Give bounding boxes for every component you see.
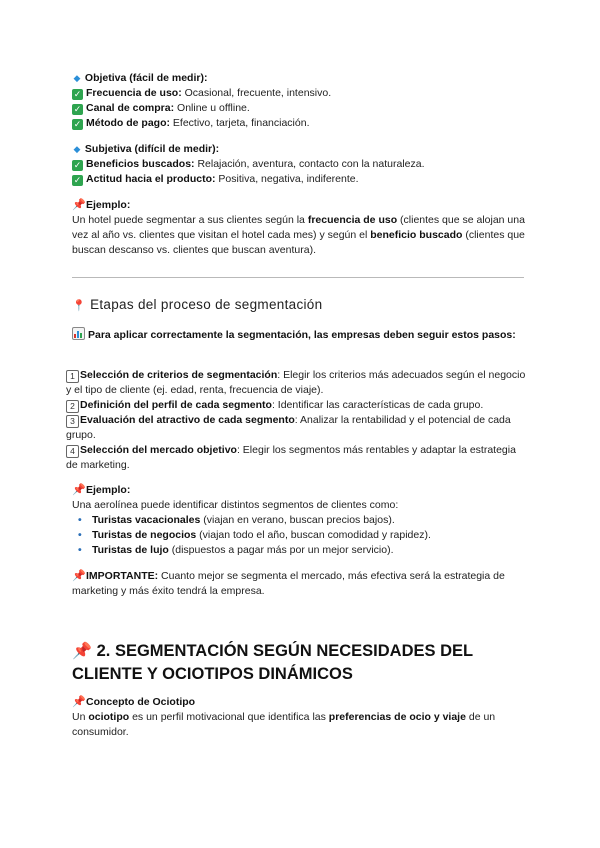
text: es un perfil motivacional que identifica las: [129, 711, 329, 723]
step-label: Selección del mercado objetivo: [80, 444, 237, 456]
ejemplo-hotel: [72, 198, 528, 258]
text: (clientes que se alojan una vez al año vs. clientes que visitan el hotel cada mes) y según el: [72, 214, 525, 241]
check-mark-icon: ✓: [73, 104, 82, 114]
item-label: Método de pago:: [86, 117, 170, 129]
item-label: Beneficios buscados:: [86, 158, 195, 170]
segment-label: Turistas de negocios: [92, 529, 197, 541]
segment-label: Turistas vacacionales: [92, 514, 201, 526]
etapas-steps: [66, 368, 528, 473]
etapas-intro: [72, 327, 528, 343]
list-item: [72, 528, 528, 543]
step-text: : Elegir los criterios más adecuados según el negocio y el tipo de cliente (ej. edad, renta, frecuencia de viaje).: [66, 369, 526, 396]
objetiva-heading-line: [72, 71, 528, 86]
ejemplo-heading: Ejemplo:: [86, 484, 131, 496]
concept-heading: Concepto de Ociotipo: [86, 696, 196, 708]
etapas-intro-text: Para aplicar correctamente la segmentación, las empresas deben seguir estos pasos:: [88, 329, 516, 341]
pushpin-icon: 📌: [72, 199, 86, 211]
step-text: : Elegir los segmentos más rentables y adaptar la estrategia de marketing.: [66, 444, 516, 471]
segment-list: [72, 513, 528, 558]
text: Un hotel puede segmentar a sus clientes según la: [72, 214, 308, 226]
text: (clientes que buscan descanso vs. clientes que buscan aventura).: [72, 229, 525, 256]
ejemplo-aerolinea: [72, 483, 528, 558]
ejemplo-paragraph: [72, 213, 528, 258]
keycap-number-icon: 4: [66, 445, 79, 458]
keycap-number-icon: 1: [66, 370, 79, 383]
item-value: Ocasional, frecuente, intensivo.: [181, 87, 332, 99]
etapas-title: Etapas del proceso de segmentación: [90, 297, 323, 312]
step-item: [66, 443, 528, 473]
ociotipo-concept: [72, 695, 528, 740]
step-item: [66, 398, 528, 413]
pushpin-icon: 📌: [72, 484, 86, 496]
objetiva-item: [72, 116, 528, 131]
subjetiva-item: [72, 172, 528, 187]
ejemplo-intro: Una aerolínea puede identificar distintos segmentos de clientes como:: [72, 499, 399, 511]
item-value: Positiva, negativa, indiferente.: [215, 173, 359, 185]
subjetiva-heading: Subjetiva (difícil de medir):: [84, 143, 220, 155]
step-item: [66, 368, 528, 398]
item-value: Efectivo, tarjeta, financiación.: [170, 117, 310, 129]
pushpin-icon: 📌: [72, 643, 92, 660]
subjetiva-item: [72, 157, 528, 172]
segment-label: Turistas de lujo: [92, 544, 169, 556]
section2-title: 2. SEGMENTACIÓN SEGÚN NECESIDADES DEL CLIENTE Y OCIOTIPOS DINÁMICOS: [72, 642, 473, 683]
text: Un: [72, 711, 89, 723]
check-mark-icon: ✓: [73, 89, 82, 99]
check-mark-icon: ✓: [73, 160, 82, 170]
objetiva-heading: Objetiva (fácil de medir):: [84, 72, 208, 84]
bold-term: beneficio buscado: [370, 229, 463, 241]
subjetiva-section: [72, 142, 528, 187]
check-mark-icon: ✓: [73, 175, 82, 185]
list-item: [72, 513, 528, 528]
list-item: [72, 543, 528, 558]
bold-term: preferencias de ocio y viaje: [328, 711, 466, 723]
item-label: Actitud hacia el producto:: [86, 173, 216, 185]
importante-label: IMPORTANTE:: [86, 570, 159, 582]
pushpin-icon: 📌: [72, 696, 86, 708]
small-blue-diamond-icon: ◆: [73, 144, 81, 154]
step-text: : Analizar la rentabilidad y el potencial de cada grupo.: [66, 414, 511, 441]
item-label: Canal de compra:: [86, 102, 175, 114]
ejemplo-heading-line: [72, 483, 528, 498]
subjetiva-heading-line: [72, 142, 528, 157]
objetiva-item: [72, 86, 528, 101]
text: de un consumidor.: [72, 711, 496, 738]
importante-text: Cuanto mejor se segmenta el mercado, más efectiva será la estrategia de marketing y más éxito tendrá la empresa.: [72, 570, 505, 597]
small-blue-diamond-icon: ◆: [73, 73, 81, 83]
bar-chart-icon: [72, 327, 85, 340]
item-value: Online u offline.: [174, 102, 250, 114]
keycap-number-icon: 2: [66, 400, 79, 413]
check-mark-icon: ✓: [73, 119, 82, 129]
step-label: Definición del perfil de cada segmento: [80, 399, 272, 411]
ejemplo-heading-line: [72, 198, 528, 213]
bold-term: frecuencia de uso: [307, 214, 398, 226]
importante-note: [72, 569, 528, 599]
bold-term: ociotipo: [88, 711, 130, 723]
concept-heading-line: [72, 695, 528, 710]
item-value: Relajación, aventura, contacto con la naturaleza.: [194, 158, 425, 170]
pushpin-icon: 📌: [72, 570, 86, 582]
step-label: Selección de criterios de segmentación: [80, 369, 278, 381]
segment-text: (dispuestos a pagar más por un mejor servicio).: [168, 544, 394, 556]
segment-text: (viajan en verano, buscan precios bajos).: [200, 514, 395, 526]
step-item: [66, 413, 528, 443]
item-label: Frecuencia de uso:: [86, 87, 182, 99]
section2-heading: [72, 640, 528, 686]
step-label: Evaluación del atractivo de cada segmento: [80, 414, 295, 426]
segment-text: (viajan todo el año, buscan comodidad y rapidez).: [196, 529, 431, 541]
round-pushpin-icon: 📍: [72, 300, 86, 312]
section-divider: [72, 277, 524, 278]
ejemplo-heading: Ejemplo:: [86, 199, 131, 211]
objetiva-item: [72, 101, 528, 116]
concept-paragraph: [72, 710, 528, 740]
step-text: : Identificar las características de cada grupo.: [271, 399, 484, 411]
keycap-number-icon: 3: [66, 415, 79, 428]
etapas-title-line: [72, 296, 528, 314]
objetiva-section: [72, 71, 528, 131]
